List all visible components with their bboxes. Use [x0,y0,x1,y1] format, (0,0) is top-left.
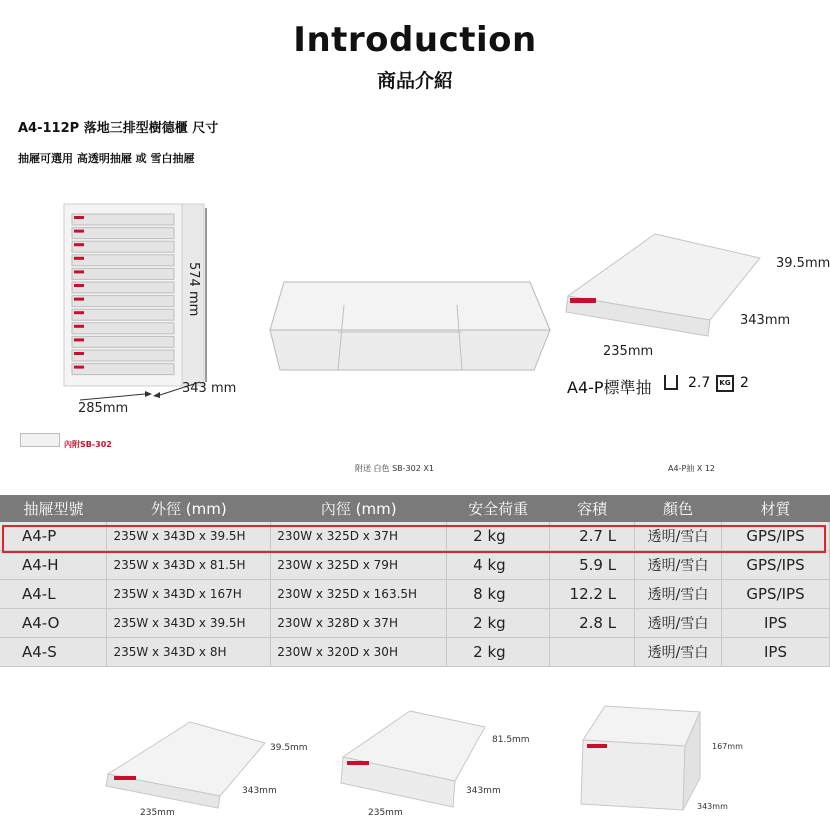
drawer-caption: A4-P抽 X 12 [668,464,716,473]
table-row [0,580,830,609]
cell-inner: 230W x 325D x 37H [271,522,447,551]
drawer-39-image [100,718,270,813]
col-header: 材質 [722,495,830,522]
d1-depth-dim: 343mm [242,786,277,796]
page-subtitle: 商品介紹 [376,70,453,92]
cell-model: A4-L [0,580,107,609]
cell-material: GPS/IPS [722,551,830,580]
weight-icon: KG [716,375,734,392]
row-highlight [2,525,826,553]
cell-inner: 230W x 325D x 79H [271,551,447,580]
tray-caption: 附送 白色 SB-302 X1 [355,464,434,473]
capacity-icon [664,375,678,390]
d3-height-dim: 167mm [712,742,743,751]
cell-load: 8 kg [447,580,550,609]
cell-volume [550,638,635,667]
cell-material: IPS [722,609,830,638]
cell-color: 透明/雪白 [635,638,722,667]
cell-model: A4-S [0,638,107,667]
cell-volume: 12.2 L [550,580,635,609]
cell-material: IPS [722,638,830,667]
col-header: 外徑 (mm) [107,495,271,522]
col-header: 內徑 (mm) [271,495,447,522]
d1-width-dim: 235mm [140,808,175,818]
drawer-label-tab [74,366,84,369]
cell-load: 2 kg [447,638,550,667]
drawer-label-tab [74,270,84,273]
cabinet-drawer [72,323,174,334]
cabinet-drawer [72,336,174,347]
table-row [0,638,830,667]
col-header: 容積 [550,495,635,522]
cell-outer: 235W x 343D x 81.5H [107,551,271,580]
cell-model: A4-O [0,609,107,638]
cell-model: A4-P [0,522,107,551]
cabinet-drawer [72,282,174,293]
drawer-width-dim: 235mm [603,344,654,359]
drawer-label-tab [74,284,84,287]
cell-color: 透明/雪白 [635,522,722,551]
tray-image [262,270,552,380]
drawer-height-dim: 39.5mm [776,256,830,271]
table-row [0,551,830,580]
d2-height-dim: 81.5mm [492,735,530,745]
cabinet-drawer [72,255,174,266]
cell-load: 4 kg [447,551,550,580]
drawer-image [560,228,770,343]
cabinet-drawer [72,214,174,225]
sb302-thumb [20,433,60,447]
drawer-label-tab [74,298,84,301]
cabinet-height-dim: 574 mm [186,262,201,317]
cabinet-drawer [72,241,174,252]
cell-color: 透明/雪白 [635,609,722,638]
drawer-label-tab [74,325,84,328]
cell-load: 2 kg [447,609,550,638]
cell-material: GPS/IPS [722,580,830,609]
drawer-capacity: 2.7 [688,375,711,391]
page-title: Introduction [293,20,537,60]
product-note: 抽屜可選用 高透明抽屜 或 雪白抽屜 [18,152,195,165]
drawer-label-tab [74,352,84,355]
cell-outer: 235W x 343D x 8H [107,638,271,667]
product-heading: A4-112P 落地三排型樹德櫃 尺寸 [18,121,219,136]
cell-color: 透明/雪白 [635,580,722,609]
cabinet-drawer [72,364,174,375]
d1-height-dim: 39.5mm [270,743,308,753]
drawer-label-tab [74,338,84,341]
table-header-row [0,495,830,522]
d3-depth-dim: 343mm [697,802,728,811]
cell-color: 透明/雪白 [635,551,722,580]
cabinet-drawer [72,350,174,361]
d2-depth-dim: 343mm [466,786,501,796]
drawer-label-tab [74,216,84,219]
cell-volume: 5.9 L [550,551,635,580]
drawer-label-tab [74,243,84,246]
drawer-81-image [335,705,495,815]
drawer-depth-dim: 343mm [740,313,791,328]
cabinet-width-dim: 285mm [78,401,129,416]
col-header: 顏色 [635,495,722,522]
cabinet-depth-dim: 343 mm [182,381,237,396]
cell-inner: 230W x 325D x 163.5H [271,580,447,609]
drawer-label-tab [74,257,84,260]
cell-model: A4-H [0,551,107,580]
cell-outer: 235W x 343D x 167H [107,580,271,609]
cabinet-drawer [72,309,174,320]
spec-table [0,495,830,667]
cabinet-drawer [72,228,174,239]
cell-load: 2 kg [447,522,550,551]
drawer-label: A4-P標準抽 [567,378,652,397]
cabinet-drawer [72,268,174,279]
drawer-label-tab [74,230,84,233]
cell-volume: 2.7 L [550,522,635,551]
drawer-label-tab [74,311,84,314]
cell-outer: 235W x 343D x 39.5H [107,522,271,551]
cell-material: GPS/IPS [722,522,830,551]
cell-outer: 235W x 343D x 39.5H [107,609,271,638]
cabinet-drawer [72,296,174,307]
cell-volume: 2.8 L [550,609,635,638]
accessory-label: 內附SB-302 [64,440,112,449]
drawer-167-image [575,700,715,815]
col-header: 安全荷重 [447,495,550,522]
cell-inner: 230W x 320D x 30H [271,638,447,667]
cell-inner: 230W x 328D x 37H [271,609,447,638]
drawer-weight: 2 [740,375,749,391]
col-header: 抽屜型號 [0,495,107,522]
table-row [0,609,830,638]
d2-width-dim: 235mm [368,808,403,818]
